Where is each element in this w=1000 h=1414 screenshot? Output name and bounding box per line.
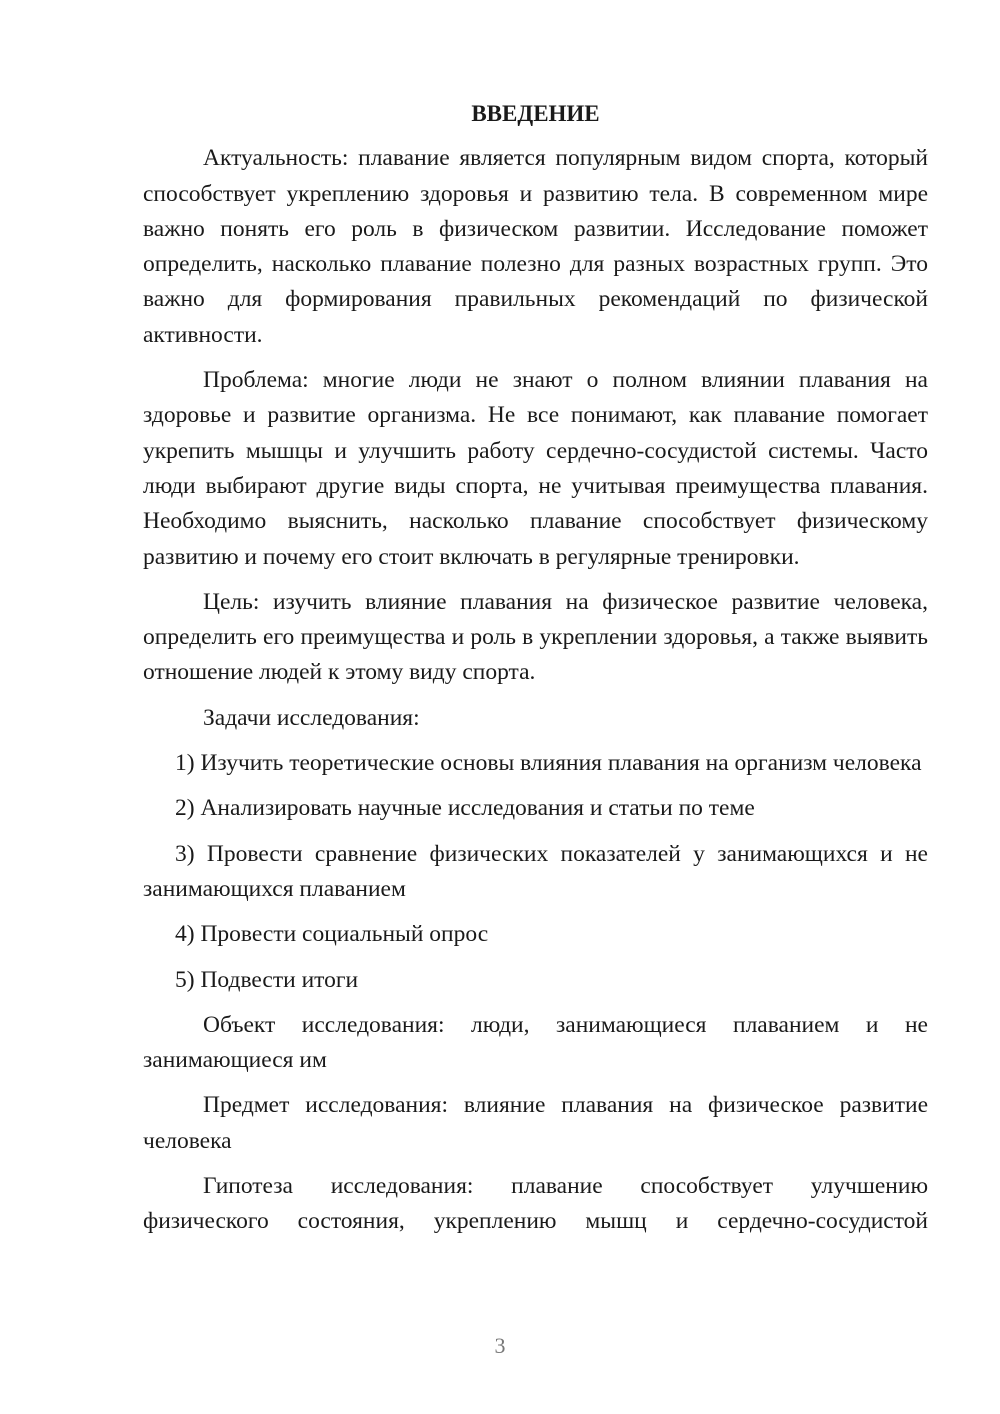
task-item-3: 3) Провести сравнение физических показателей у занимающихся и не занимающихся плаванием — [143, 840, 928, 902]
subject-paragraph: Предмет исследования: влияние плавания на физическое развитие человека — [143, 1092, 928, 1154]
goal-paragraph: Цель: изучить влияние плавания на физическое развитие человека, определить его преимущества и роль в укреплении здоровья, а также выявить отношение людей к этому виду спорта. — [143, 588, 928, 686]
tasks-heading: Задачи исследования: — [203, 704, 420, 731]
task-item-5: 5) Подвести итоги — [175, 966, 359, 993]
task-item-1: 1) Изучить теоретические основы влияния плавания на организм человека — [175, 750, 922, 777]
page-number: 3 — [494, 1333, 506, 1358]
task-item-4: 4) Провести социальный опрос — [175, 921, 489, 948]
relevance-paragraph: Актуальность: плавание является популярным видом спорта, который способствует укреплению здоровья и развитию тела. В современном мире важно понять его роль в физическом развитии. Исследование поможет определить, насколько плавание полезно для разных возрастных групп. Это важно для формирования правильных рекомендаций по физической активности. — [143, 145, 928, 348]
document-body — [143, 96, 928, 1250]
page-title: ВВЕДЕНИЕ — [471, 101, 600, 126]
task-item-2: 2) Анализировать научные исследования и статьи по теме — [175, 795, 755, 822]
problem-paragraph: Проблема: многие люди не знают о полном влиянии плавания на здоровье и развитие организма. Не все понимают, как плавание помогает укрепить мышцы и улучшить работу сердечно-сосудистой системы. Часто люди выбирают другие виды спорта, не учитывая преимущества плавания. Необходимо выяснить, насколько плавание способствует физическому развитию и почему его стоит включать в регулярные тренировки. — [143, 367, 928, 570]
hypothesis-paragraph: Гипотеза исследования: плавание способствует улучшению физического состояния, укреплению мышц и сердечно-сосудистой — [143, 1173, 928, 1235]
object-paragraph: Объект исследования: люди, занимающиеся плаванием и не занимающиеся им — [143, 1011, 928, 1074]
